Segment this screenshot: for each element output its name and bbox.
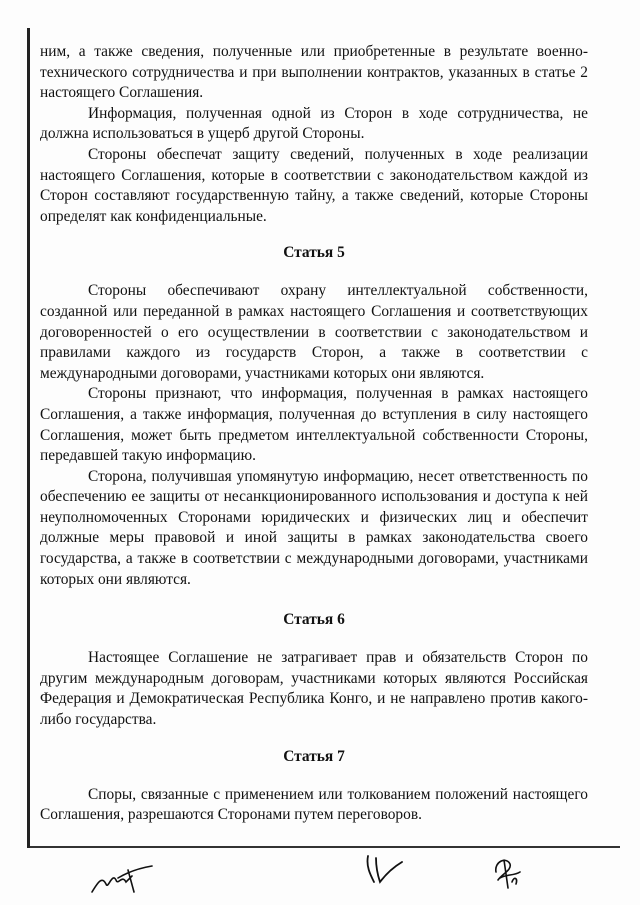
paragraph: Информация, полученная одной из Сторон в ходе сотрудничества, не должна использоваться в ущерб другой Стороны. xyxy=(40,104,588,143)
handwritten-initials-icon xyxy=(362,852,412,886)
paragraph: Стороны обеспечат защиту сведений, полученных в ходе реализации настоящего Соглашения, которые в соответствии с законодательством каждой из Сторон составляют государственную тайну, а также сведений, которые Стороны определят как конфиденциальные. xyxy=(40,145,588,225)
paragraph: ним, а также сведения, полученные или приобретенные в результате военно-технического сотрудничества и при выполнении контрактов, указанных в статье 2 настоящего Соглашения. xyxy=(40,43,588,102)
article-7-title: Статья 7 xyxy=(283,747,345,765)
paragraph: Сторона, получившая упомянутую информацию, несет ответственность по обеспечению ее защиты от несанкционированного использования и доступа к ней неуполномоченных Сторонами юридических и физических лиц и обеспечит должные меры правовой и иной защиты в рамках законодательства своего государства, а также в соответствии с международными договорами, участниками которых они являются. xyxy=(40,467,588,588)
handwritten-initials-icon xyxy=(488,852,528,892)
paragraph: Стороны признают, что информация, полученная в рамках настоящего Соглашения, а также информация, полученная до вступления в силу настоящего Соглашения, может быть предметом интеллектуальной собственности Стороны, передавшей такую информацию. xyxy=(40,385,588,465)
paragraph: Настоящее Соглашение не затрагивает прав и обязательств Сторон по другим международным договорам, участниками которых являются Российская Федерация и Демократическая Республика Конго, и не направлено против какого-либо государства. xyxy=(40,649,588,729)
paragraph: Споры, связанные с применением или толкованием положений настоящего Соглашения, разрешаются Сторонами путем переговоров. xyxy=(40,785,588,824)
article-5-title: Статья 5 xyxy=(283,244,345,262)
handwritten-initials-icon xyxy=(88,862,158,898)
article-6-title: Статья 6 xyxy=(283,611,345,629)
page-bottom-border xyxy=(30,846,620,848)
document-body xyxy=(40,42,588,826)
paragraph: Стороны обеспечивают охрану интеллектуальной собственности, созданной или переданной в рамках настоящего Соглашения и соответствующих договоренностей о его осуществлении в соответствии с законодательством и правилами каждого из государств Сторон, а также в соответствии с международными договорами, участниками которых они являются. xyxy=(40,282,588,382)
page-left-border xyxy=(27,28,30,848)
